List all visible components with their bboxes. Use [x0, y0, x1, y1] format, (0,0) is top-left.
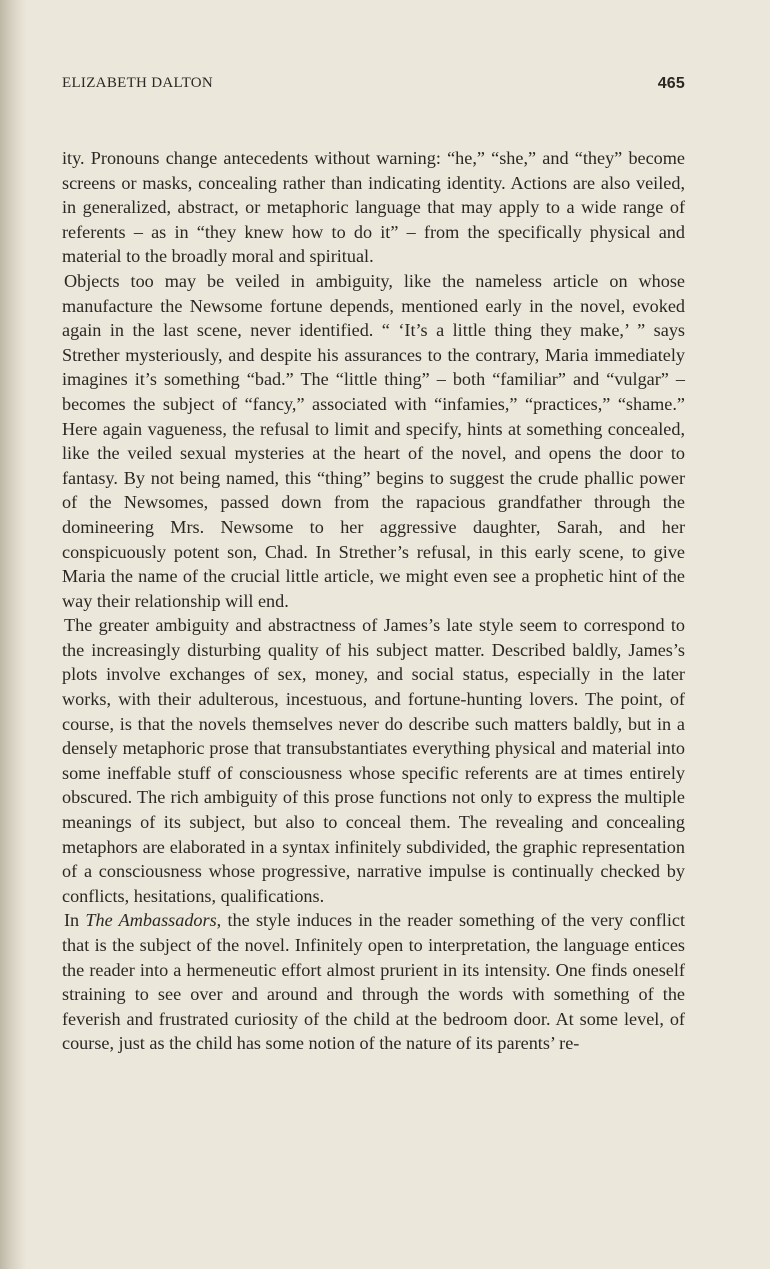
paragraph-2	[62, 269, 685, 613]
paragraph-4-lead: In	[64, 910, 86, 931]
paragraph-4	[62, 908, 685, 1056]
body-text	[62, 146, 685, 1056]
binding-gutter-shadow	[0, 0, 26, 1269]
running-head-author: ELIZABETH DALTON	[62, 75, 214, 91]
paragraph-3	[62, 613, 685, 908]
page-number: 465	[657, 75, 685, 92]
paragraph-1-text: ity. Pronouns change antecedents without warning: “he,” “she,” and “they” become screens or masks, concealing rather than indicating identity. Actions are also veiled, in generalized, abstract, or metaphoric language that may apply to a wide range of referents – as in “they knew how to do it” – from the specifically physical and material to the broadly moral and spiritual.	[62, 148, 685, 267]
paragraph-3-text: The greater ambiguity and abstractness of James’s late style seem to correspond to the increasingly disturbing quality of his subject matter. Described baldly, James’s plots involve exchanges of sex, money, and social status, especially in the later works, with their adulterous, incestuous, and fortune-hunting lovers. The point, of course, is that the novels themselves never do describe such matters baldly, but in a densely metaphoric prose that transubstantiates everything physical and material into some ineffable stuff of consciousness whose specific referents are at times entirely obscured. The rich ambiguity of this prose functions not only to express the multiple meanings of its subject, but also to conceal them. The revealing and concealing metaphors are elaborated in a syntax infinitely subdivided, the graphic representation of a consciousness whose progressive, narrative impulse is continually checked by conflicts, hesitations, qualifications.	[62, 615, 685, 906]
paragraph-4-text: , the style induces in the reader something of the very conflict that is the subject of the novel. Infinitely open to interpretation, the language entices the reader into a hermeneutic effort almost prurient in its intensity. One finds oneself straining to see over and around and through the words with something of the feverish and frustrated curiosity of the child at the bedroom door. At some level, of course, just as the child has some notion of the nature of its parents’ re-	[62, 910, 686, 1054]
paragraph-1	[62, 146, 685, 269]
running-head	[62, 75, 685, 95]
paragraph-2-text: Objects too may be veiled in ambiguity, like the nameless article on whose manufacture the Newsome fortune depends, mentioned early in the novel, evoked again in the last scene, never identified. “ ‘It’s a little thing they make,’ ” says Strether mysteriously, and despite his assurances to the contrary, Maria immediately imagines it’s something “bad.” The “little thing” – both “familiar” and “vulgar” – becomes the subject of “fancy,” associated with “infamies,” “practices,” “shame.” Here again vagueness, the refusal to limit and specify, hints at something concealed, like the veiled sexual mysteries at the heart of the novel, and opens the door to fantasy. By not being named, this “thing” begins to suggest the crude phallic power of the Newsomes, passed down from the rapacious grandfather through the domineering Mrs. Newsome to her aggressive daughter, Sarah, and her conspicuously potent son, Chad. In Strether’s refusal, in this early scene, to give Maria the name of the crucial little article, we might even see a prophetic hint of the way their relationship will end.	[62, 270, 685, 611]
book-title-italic: The Ambassadors	[85, 910, 217, 931]
book-page	[62, 0, 685, 1269]
